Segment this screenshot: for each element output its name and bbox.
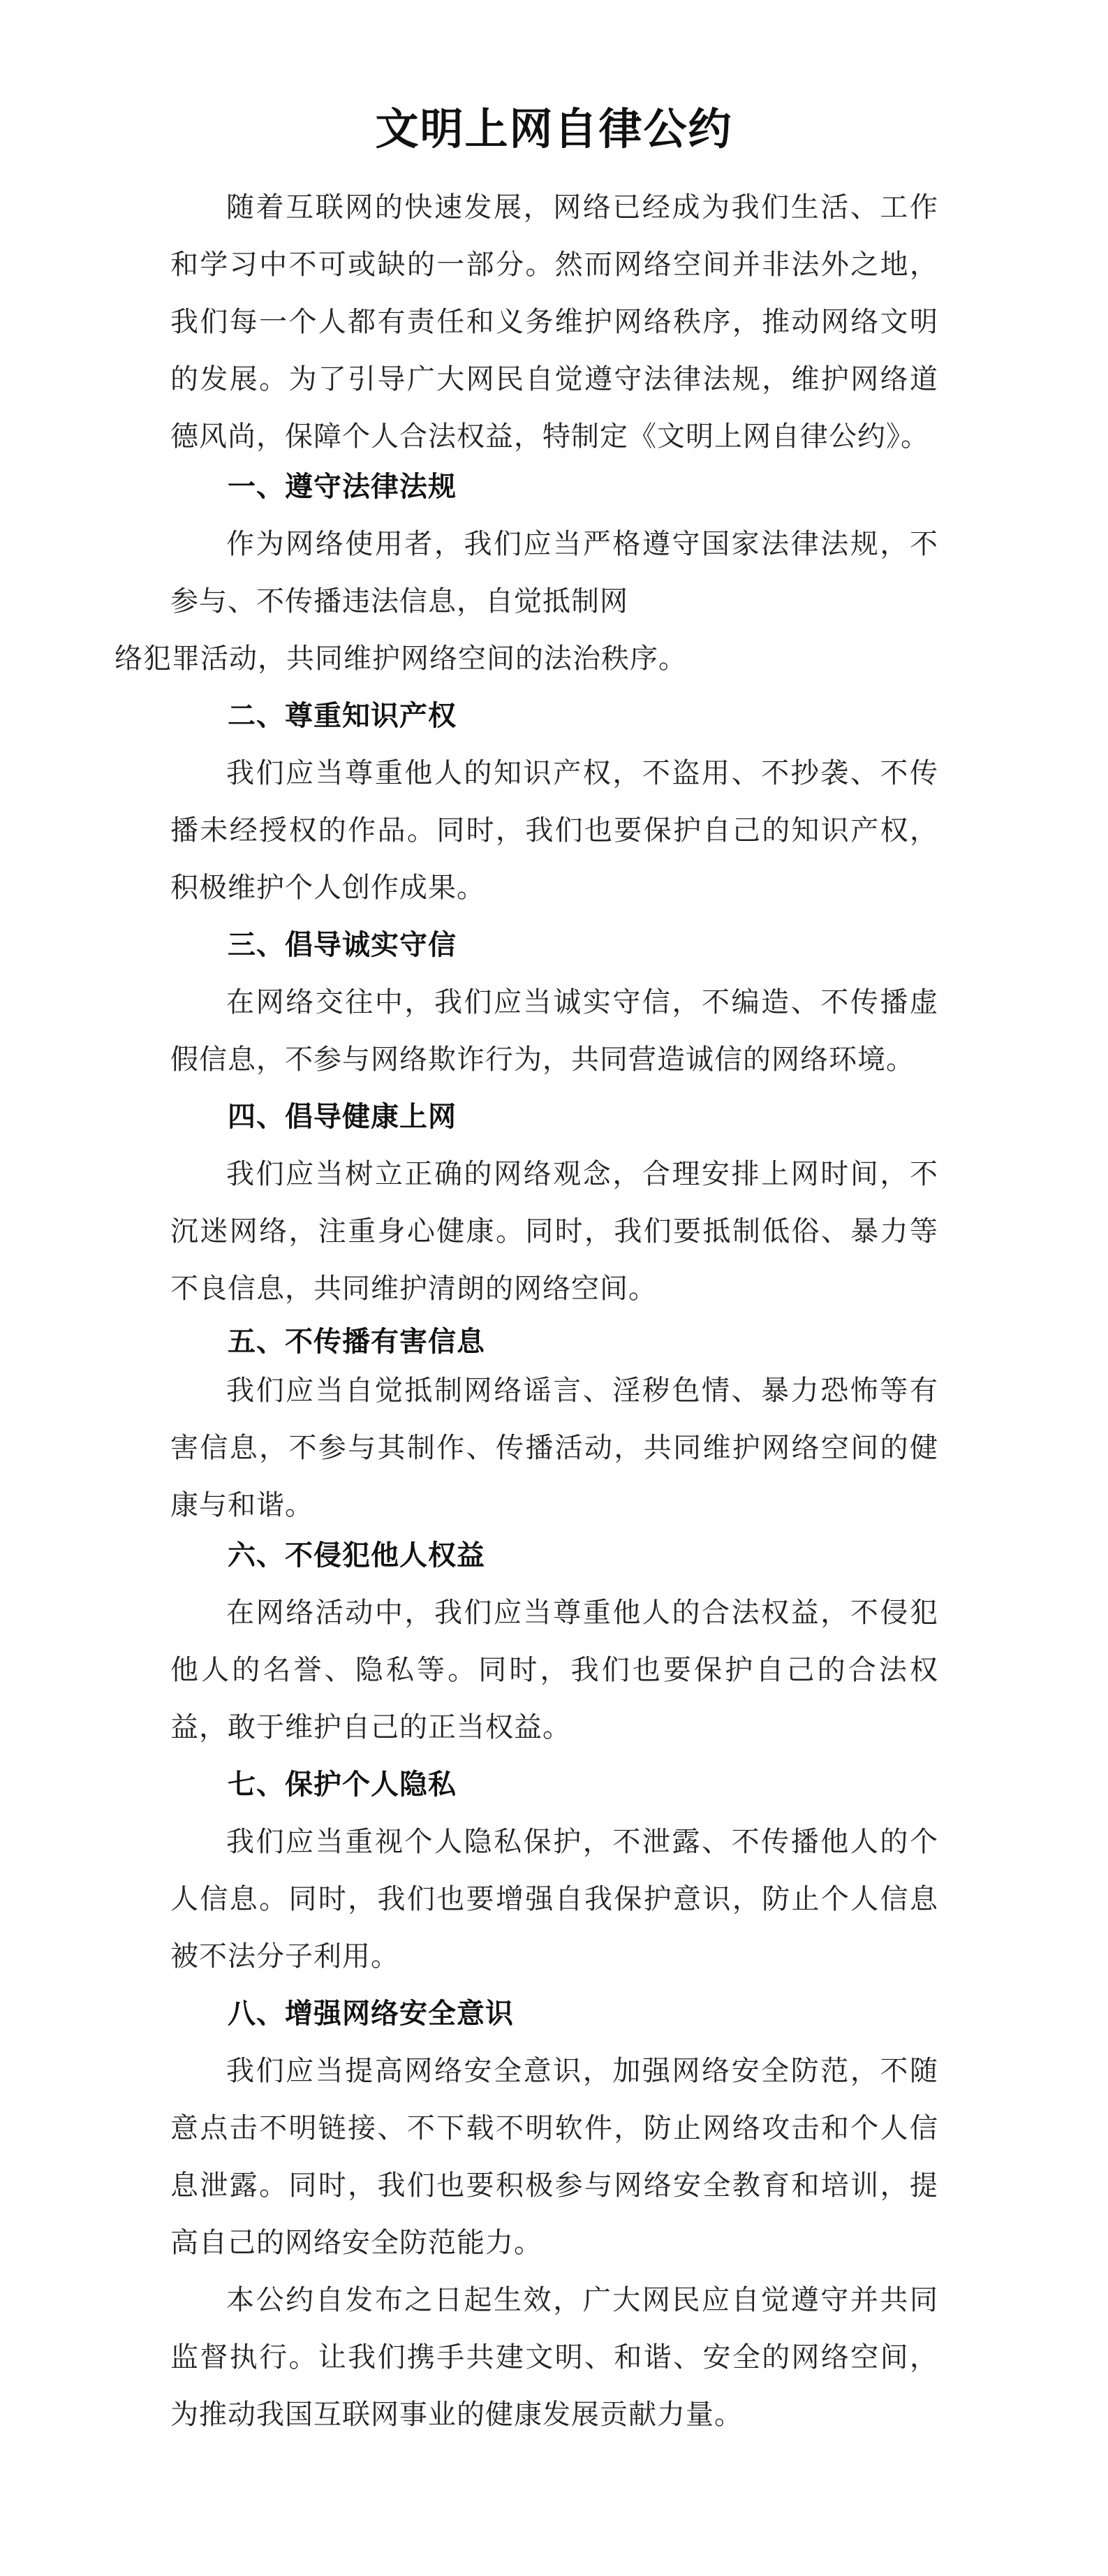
document-title: 文明上网自律公约	[375, 103, 733, 154]
section-body-1-line-1: 作为网络使用者，我们应当严格遵守国家法律法规，不参与、不传播违法信息，自觉抵制网	[170, 528, 938, 617]
section-body-3: 在网络交往中，我们应当诚实守信，不编造、不传播虚假信息，不参与网络欺诈行为，共同营造诚信的网络环境。	[170, 986, 938, 1076]
section-heading-2: 二、尊重知识产权	[228, 700, 457, 732]
intro-paragraph: 随着互联网的快速发展，网络已经成为我们生活、工作和学习中不可或缺的一部分。然而网络空间并非法外之地，我们每一个人都有责任和义务维护网络秩序，推动网络文明的发展。为了引导广大网民自觉遵守法律法规，维护网络道德风尚，保障个人合法权益，特制定《文明上网自律公约》。	[170, 191, 938, 453]
section-body-5: 我们应当自觉抵制网络谣言、淫秽色情、暴力恐怖等有害信息，不参与其制作、传播活动，共同维护网络空间的健康与和谐。	[170, 1375, 938, 1521]
section-body-2: 我们应当尊重他人的知识产权，不盗用、不抄袭、不传播未经授权的作品。同时，我们也要保护自己的知识产权，积极维护个人创作成果。	[170, 757, 938, 904]
section-heading-4: 四、倡导健康上网	[228, 1101, 457, 1133]
section-heading-6: 六、不侵犯他人权益	[228, 1539, 485, 1572]
section-body-7: 我们应当重视个人隐私保护，不泄露、不传播他人的个人信息。同时，我们也要增强自我保护意识，防止个人信息被不法分子利用。	[170, 1826, 938, 1973]
section-heading-8: 八、增强网络安全意识	[228, 1998, 514, 2030]
section-heading-1: 一、遵守法律法规	[228, 471, 457, 503]
section-body-4: 我们应当树立正确的网络观念，合理安排上网时间，不沉迷网络，注重身心健康。同时，我们要抵制低俗、暴力等不良信息，共同维护清朗的网络空间。	[170, 1158, 938, 1305]
section-heading-3: 三、倡导诚实守信	[228, 929, 457, 961]
section-heading-5: 五、不传播有害信息	[228, 1326, 485, 1358]
section-body-1-line-2: 络犯罪活动，共同维护网络空间的法治秩序。	[115, 643, 687, 675]
section-body-8: 我们应当提高网络安全意识，加强网络安全防范，不随意点击不明链接、不下载不明软件，防止网络攻击和个人信息泄露。同时，我们也要积极参与网络安全教育和培训，提高自己的网络安全防范能力。	[170, 2055, 938, 2259]
section-body-6: 在网络活动中，我们应当尊重他人的合法权益，不侵犯他人的名誉、隐私等。同时，我们也要保护自己的合法权益，敢于维护自己的正当权益。	[170, 1597, 938, 1743]
section-heading-7: 七、保护个人隐私	[228, 1769, 457, 1801]
section-body-1	[115, 515, 938, 687]
closing-paragraph: 本公约自发布之日起生效，广大网民应自觉遵守并共同监督执行。让我们携手共建文明、和谐、安全的网络空间，为推动我国互联网事业的健康发展贡献力量。	[170, 2284, 938, 2431]
